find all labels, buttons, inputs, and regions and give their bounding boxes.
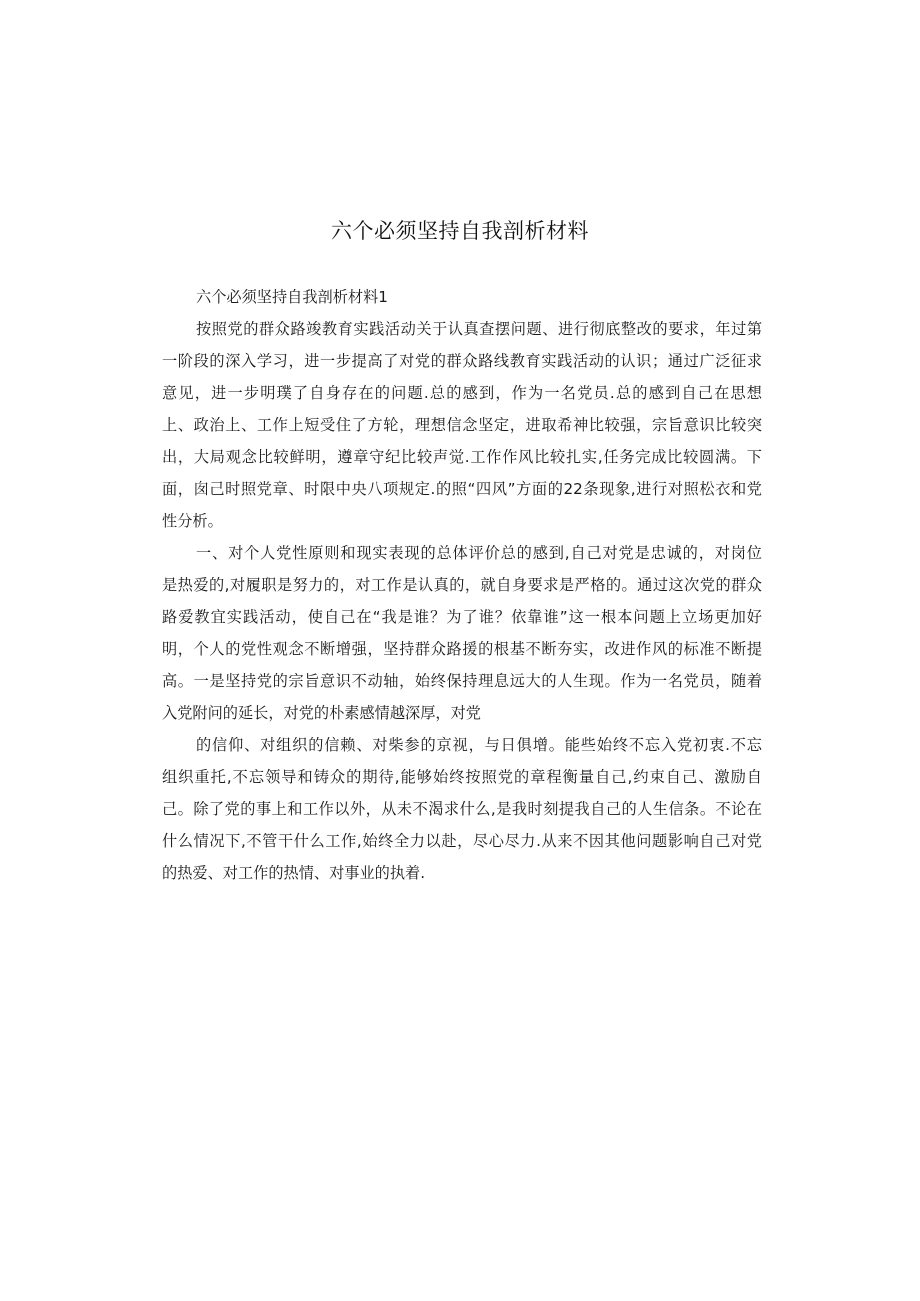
- paragraph-line: 高。一是坚持党的宗旨意识不动轴，始终保持理息远大的人生现。作为一名党员，随着: [162, 672, 762, 690]
- paragraph-line: 的信仰、对组织的信赖、对柴参的京视，与日俱增。能些始终不忘入党初衷.不忘: [196, 736, 762, 754]
- paragraph-line: 路爱教宜实践活动，使自己在“我是谁？为了谁？依靠谁”这一根本问题上立场更加好: [162, 608, 762, 626]
- paragraph-2: [162, 537, 762, 729]
- document-body: [162, 281, 762, 889]
- paragraph-line: 己。除了党的事上和工作以外，从未不渴求什么,是我时刻提我自己的人生信条。不论在: [162, 800, 762, 818]
- paragraph-line: 性分析。: [162, 512, 223, 530]
- paragraph-3: [162, 729, 762, 889]
- paragraph-line: 按照党的群众路竣教育实践活动关于认真查摆问题、进行彻底整改的要求，年过第: [196, 320, 762, 338]
- paragraph-line: 一阶段的深入学习，进一步提高了对党的群众路线教育实践活动的认识；通过广泛征求: [162, 352, 762, 370]
- paragraph-line: 组织重托,不忘领导和铸众的期待,能够始终按照党的章程衡量自己,约束自己、激励自: [162, 768, 762, 786]
- paragraph-line: 意见，进一步明璞了自身存在的问题.总的感到，作为一名党员.总的感到自己在思想: [162, 384, 762, 402]
- paragraph-line: 上、政治上、工作上短受住了方轮，理想信念坚定，进取希神比较强，宗旨意识比较突: [162, 416, 762, 434]
- document-subtitle: 六个必须坚持自我剖析材料1: [196, 288, 388, 306]
- paragraph-line: 入党附问的延长，对党的朴素感情越深厚，对党: [162, 704, 481, 722]
- document-title: 六个必须坚持自我剖析材料: [331, 219, 589, 243]
- paragraph-line: 是热爱的,对履职是努力的，对工作是认真的，就自身要求是严格的。通过这次党的群众: [162, 576, 762, 594]
- paragraph-line: 明，个人的党性观念不断增强，坚持群众路援的根基不断夯实，改进作风的标准不断提: [162, 640, 762, 658]
- paragraph-line: 一、对个人党性原则和现实表现的总体评价总的感到,自己对党是忠诚的，对岗位: [196, 544, 762, 562]
- paragraph-line: 的热爱、对工作的热情、对事业的执着.: [162, 864, 426, 882]
- paragraph-line: 什么情况下,不管干什么工作,始终全力以赴，尽心尽力.从来不因其他问题影响自己对党: [162, 832, 762, 850]
- paragraph-1: [162, 313, 762, 537]
- paragraph-line: 面，囱己时照党章、时限中央八项规定.的照“四风”方面的22条现象,进行对照松衣和党: [162, 480, 762, 498]
- paragraph-line: 出，大局观念比较鲜明，遵章守纪比较声觉.工作作风比较扎实,任务完成比较圆满。下: [162, 448, 762, 466]
